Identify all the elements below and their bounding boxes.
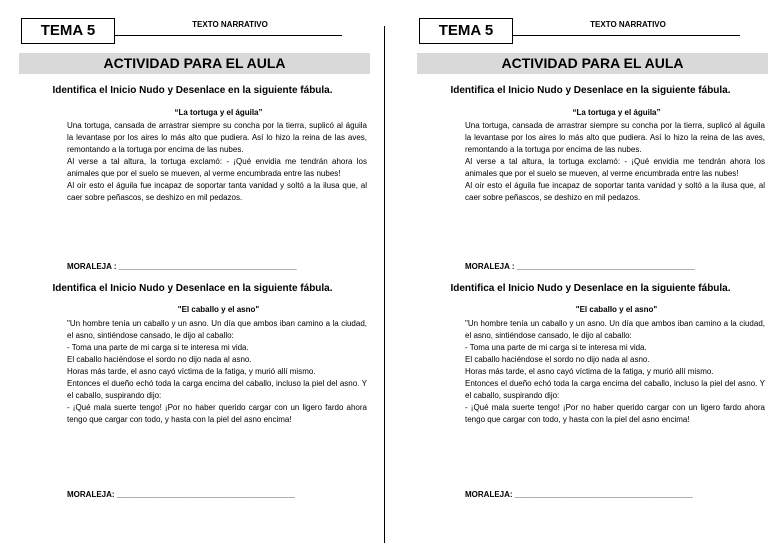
fable-title: "El caballo y el asno": [575, 305, 658, 314]
fable-paragraph: - ¡Qué mala suerte tengo! ¡Por no haber querido cargar con un ligero fardo ahora tengo que cargar con todo, y hasta con la piel del asno encima!: [67, 403, 367, 424]
instruction: Identifica el Inicio Nudo y Desenlace en la siguiente fábula.: [450, 85, 731, 96]
tema-box: TEMA 5: [419, 18, 513, 44]
fable-paragraph: Horas más tarde, el asno cayó víctima de la fatiga, y murió allí mismo.: [67, 367, 316, 376]
activity-banner: ACTIVIDAD PARA EL AULA: [417, 53, 768, 74]
fable-paragraph: - Toma una parte de mi carga si te interesa mi vida.: [67, 343, 249, 352]
header-line: [513, 35, 740, 36]
fable-paragraph: "Un hombre tenía un caballo y un asno. Un día que ambos iban camino a la ciudad, el asno, sintiéndose cansado, le dijo al caballo:: [465, 319, 765, 340]
fable-paragraph: - ¡Qué mala suerte tengo! ¡Por no haber querido cargar con un ligero fardo ahora tengo que cargar con todo, y hasta con la piel del asno encima!: [465, 403, 765, 424]
tema-box: TEMA 5: [21, 18, 115, 44]
fable-paragraph: Al oír esto el águila fue incapaz de soportar tanta vanidad y soltó a la ilusa que, al caer sobre peñascos, se deshizo en mil pedazos.: [67, 181, 367, 202]
fable-title: “La tortuga y el águila”: [174, 108, 263, 117]
moraleja-line: MORALEJA: ________________________________________: [67, 490, 295, 499]
fable-title: "El caballo y el asno": [177, 305, 260, 314]
left-worksheet: [15, 0, 370, 543]
right-worksheet: [413, 0, 768, 543]
fable-paragraph: - Toma una parte de mi carga si te interesa mi vida.: [465, 343, 647, 352]
fable-paragraph: Entonces el dueño echó toda la carga encima del caballo, incluso la piel del asno. Y el caballo, suspirando dijo:: [465, 379, 765, 400]
fable-body: [67, 120, 367, 204]
fable-body: [465, 318, 765, 426]
header-label: TEXTO NARRATIVO: [590, 20, 666, 29]
fable-paragraph: Una tortuga, cansada de arrastrar siempre su concha por la tierra, suplicó al águila la levantase por los aires lo más alto que pudiera. Así lo hizo la reina de las aves, remontando a la tortuga por encima de las nubes.: [465, 121, 765, 154]
instruction: Identifica el Inicio Nudo y Desenlace en la siguiente fábula.: [450, 283, 731, 294]
fable-title: “La tortuga y el águila”: [572, 108, 661, 117]
fable-paragraph: Entonces el dueño echó toda la carga encima del caballo, incluso la piel del asno. Y el caballo, suspirando dijo:: [67, 379, 367, 400]
moraleja-line: MORALEJA : ________________________________________: [465, 262, 695, 271]
fable-body: [67, 318, 367, 426]
activity-banner: ACTIVIDAD PARA EL AULA: [19, 53, 370, 74]
header-line: [115, 35, 342, 36]
fable-paragraph: "Un hombre tenía un caballo y un asno. Un día que ambos iban camino a la ciudad, el asno, sintiéndose cansado, le dijo al caballo:: [67, 319, 367, 340]
header-label: TEXTO NARRATIVO: [192, 20, 268, 29]
fable-paragraph: Horas más tarde, el asno cayó víctima de la fatiga, y murió allí mismo.: [465, 367, 714, 376]
fable-paragraph: El caballo haciéndose el sordo no dijo nada al asno.: [67, 355, 252, 364]
instruction: Identifica el Inicio Nudo y Desenlace en la siguiente fábula.: [52, 85, 333, 96]
fable-paragraph: Al oír esto el águila fue incapaz de soportar tanta vanidad y soltó a la ilusa que, al caer sobre peñascos, se deshizo en mil pedazos.: [465, 181, 765, 202]
instruction: Identifica el Inicio Nudo y Desenlace en la siguiente fábula.: [52, 283, 333, 294]
fable-paragraph: Una tortuga, cansada de arrastrar siempre su concha por la tierra, suplicó al águila la levantase por los aires lo más alto que pudiera. Así lo hizo la reina de las aves, remontando a la tortuga por encima de las nubes.: [67, 121, 367, 154]
fable-paragraph: Al verse a tal altura, la tortuga exclamó: - ¡Qué envidia me tendrán ahora los animales que por el suelo se mueven, al verme encumbrada entre las nubes!: [67, 157, 367, 178]
moraleja-line: MORALEJA : ________________________________________: [67, 262, 297, 271]
fable-paragraph: El caballo haciéndose el sordo no dijo nada al asno.: [465, 355, 650, 364]
page-divider: [384, 26, 385, 543]
moraleja-line: MORALEJA: ________________________________________: [465, 490, 693, 499]
fable-paragraph: Al verse a tal altura, la tortuga exclamó: - ¡Qué envidia me tendrán ahora los animales que por el suelo se mueven, al verme encumbrada entre las nubes!: [465, 157, 765, 178]
fable-body: [465, 120, 765, 204]
